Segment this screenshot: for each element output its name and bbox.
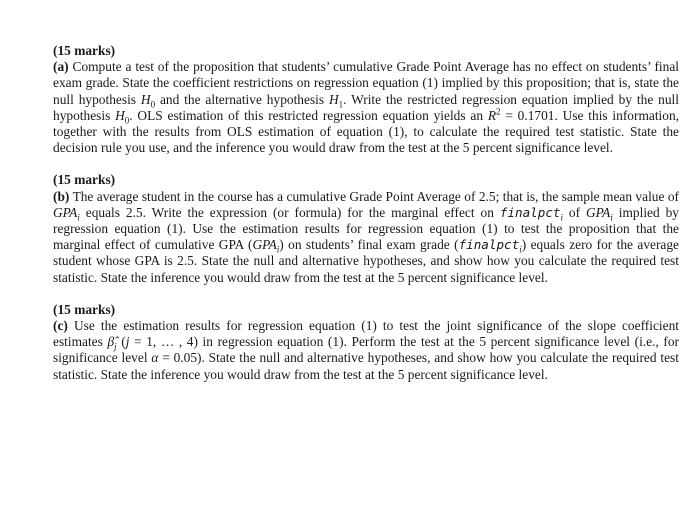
question-c [53,302,679,383]
math-gpa: GPA [53,204,78,220]
math-sub: j [114,341,117,352]
math-h: H [140,91,151,107]
math-sub: i [560,212,564,223]
math-sub: i [276,244,280,255]
text-run: and the alternative hypothesis [155,91,329,107]
text-run: ) on students’ final exam grade ( [279,237,459,253]
math-gpa: GPA [252,237,277,253]
part-label-a: (a) [53,59,69,75]
math-alpha: α [151,350,159,366]
question-a-text [53,59,679,156]
math-h: H [328,91,339,107]
question-b [53,172,679,285]
math-sup: 2 [496,106,501,117]
question-c-text [53,318,679,383]
text-run: Use the estimation results for regression equation (1) to test the joint significance of the slope coefficient estimates [53,318,679,350]
math-sub: i [77,212,80,223]
math-sub: 0 [124,115,130,126]
text-run: = 0.1701. Use this information, together with the results from OLS estimation of equation (1), to calculate the required test statistic. State the decision rule you use, and the inference you would draw from the test at the 5 percent significance level. [53,107,679,156]
math-sub: i [519,244,522,255]
question-a [53,43,679,156]
text-run: = 0.05). State the null and alternative hypotheses, and show how you calculate the required test statistic. State the inference you would draw from the test at the 5 percent significance level. [53,350,679,382]
text-run: The average student in the course has a cumulative Grade Point Average of 2.5; that is, the sample mean value of [72,188,680,204]
math-beta-hat: β̂ [107,334,115,350]
text-run: ( [116,334,126,350]
math-sub: i [610,212,613,223]
marks-label-b: (15 marks) [53,172,116,188]
math-h: H [115,107,125,123]
text-run: . Write the restricted regression equation implied by the null hypothesis [53,91,679,123]
math-sub: 0 [150,99,156,110]
marks-label-c: (15 marks) [53,301,116,317]
text-run: . OLS estimation of this restricted regression equation yields an [129,107,488,123]
question-b-text [53,189,679,286]
text-run: equals 2.5. Write the expression (or formula) for the marginal effect on [79,204,500,220]
part-label-b: (b) [53,188,70,204]
marks-label-a: (15 marks) [53,43,116,58]
part-label-c: (c) [53,318,68,334]
text-run: = 1, … , 4) in regression equation (1). Perform the test at the 5 percent significance level (i.e., for significance level [53,334,679,366]
text-run: implied by regression equation (1). Use the estimation results for regression equation (1) to test the proposition that the marginal effect of cumulative GPA ( [53,204,679,253]
text-run: ) equals zero for the average student whose GPA is 2.5. State the null and alternative hypotheses, and show how you calculate the required test statistic. State the inference you would draw from the test at the 5 percent significance level. [53,237,679,285]
math-gpa: GPA [586,204,611,220]
text-run: Compute a test of the proposition that students’ cumulative Grade Point Average has no effect on students’ final exam grade. State the coefficient restrictions on regression equation (1) implied by this proposition; that is, state the null hypothesis [53,59,679,107]
math-j: j [125,334,130,350]
math-finalpct: finalpct [458,237,520,253]
math-r: R [487,107,497,123]
question-document [53,43,679,383]
math-sub: 1 [338,99,344,110]
text-run: of [563,204,587,220]
math-finalpct: finalpct [499,204,561,220]
